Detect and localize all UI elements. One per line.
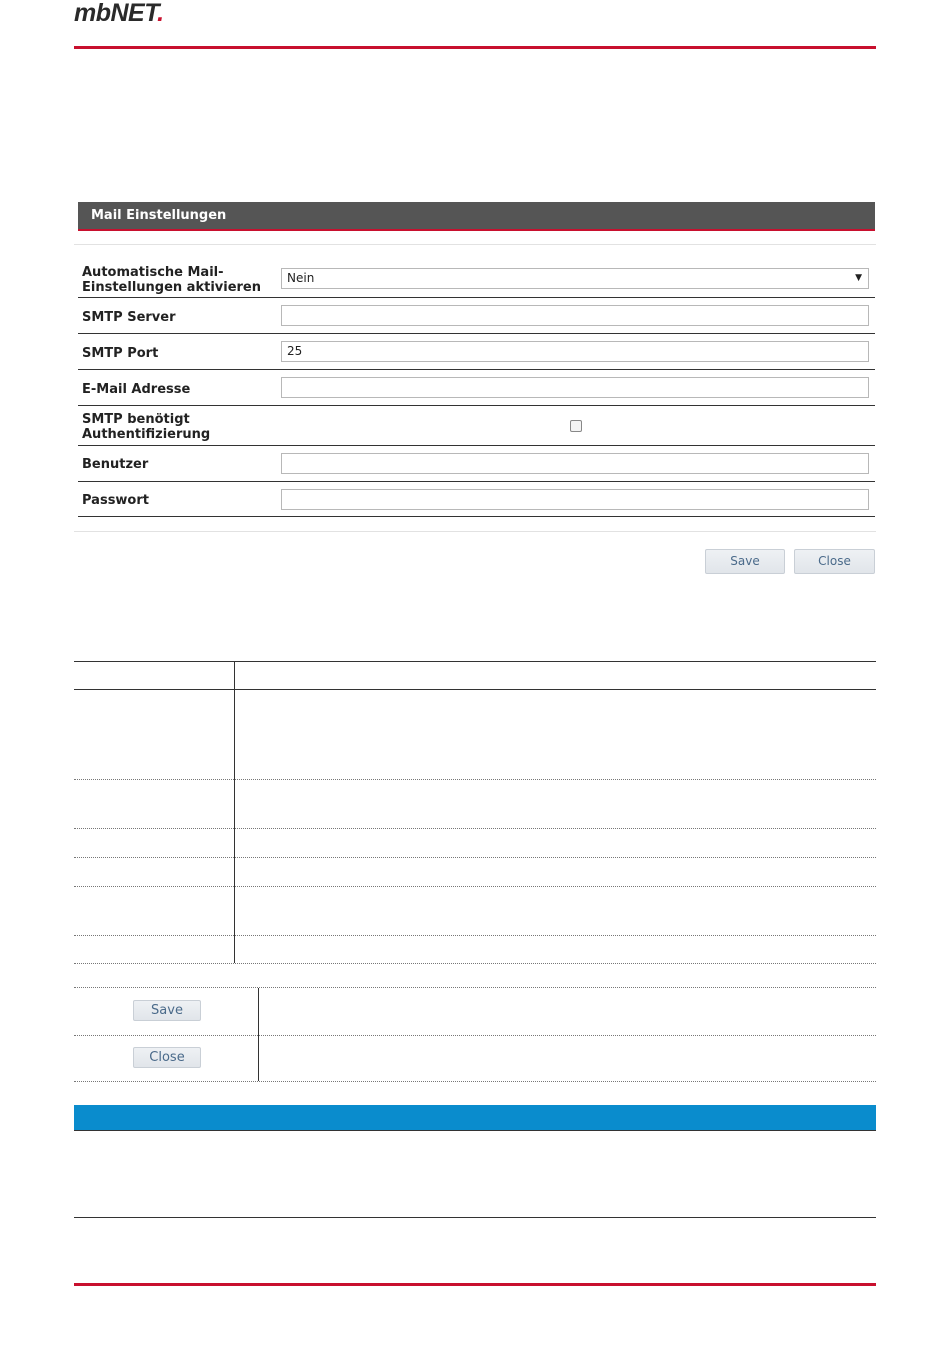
table-column-divider — [234, 661, 235, 963]
info-bar-bottom — [74, 1130, 876, 1131]
row-separator — [78, 445, 875, 446]
field-label-smtp-server: SMTP Server — [82, 310, 176, 325]
button-table-top — [74, 987, 876, 988]
info-section-divider — [74, 1217, 876, 1218]
table-save-button[interactable]: Save — [133, 1000, 201, 1021]
header-divider — [74, 46, 876, 49]
password-input[interactable] — [281, 489, 869, 510]
auto-mail-select[interactable]: Nein ▼ — [281, 268, 869, 289]
row-separator — [78, 405, 875, 406]
user-input[interactable] — [281, 453, 869, 474]
table-close-button[interactable]: Close — [133, 1047, 201, 1068]
email-input[interactable] — [281, 377, 869, 398]
table-row-divider — [74, 779, 876, 780]
field-label-password: Passwort — [82, 493, 149, 508]
table-top-border — [74, 661, 876, 662]
table-bottom-border — [74, 963, 876, 964]
info-bar — [74, 1105, 876, 1130]
row-separator — [78, 481, 875, 482]
footer-divider — [74, 1283, 876, 1286]
table-row-divider — [74, 828, 876, 829]
dialog-title: Mail Einstellungen — [78, 202, 875, 231]
dialog-top-rule — [74, 244, 876, 245]
table-row-divider — [74, 857, 876, 858]
field-label-smtp-auth: SMTP benötigt Authentifizierung — [82, 412, 211, 442]
table-row-divider — [74, 886, 876, 887]
smtp-auth-checkbox[interactable] — [570, 420, 582, 432]
smtp-server-input[interactable] — [281, 305, 869, 326]
row-separator — [78, 297, 875, 298]
field-label-email: E-Mail Adresse — [82, 382, 191, 397]
chevron-down-icon: ▼ — [855, 273, 862, 283]
field-label-smtp-port: SMTP Port — [82, 346, 159, 361]
dialog-bottom-rule — [74, 531, 876, 532]
row-separator — [78, 516, 875, 517]
button-table-bottom — [74, 1081, 876, 1082]
table-row-divider — [74, 935, 876, 936]
field-label-user: Benutzer — [82, 457, 149, 472]
button-table-row-divider — [74, 1035, 876, 1036]
save-button[interactable]: Save — [705, 549, 785, 574]
table-header-border — [74, 689, 876, 690]
row-separator — [78, 333, 875, 334]
row-separator — [78, 369, 875, 370]
field-label-auto-mail: Automatische Mail- Einstellungen aktivieren — [82, 265, 262, 295]
smtp-port-input[interactable]: 25 — [281, 341, 869, 362]
close-button[interactable]: Close — [794, 549, 875, 574]
mbnet-logo: mbNET. — [74, 0, 164, 27]
